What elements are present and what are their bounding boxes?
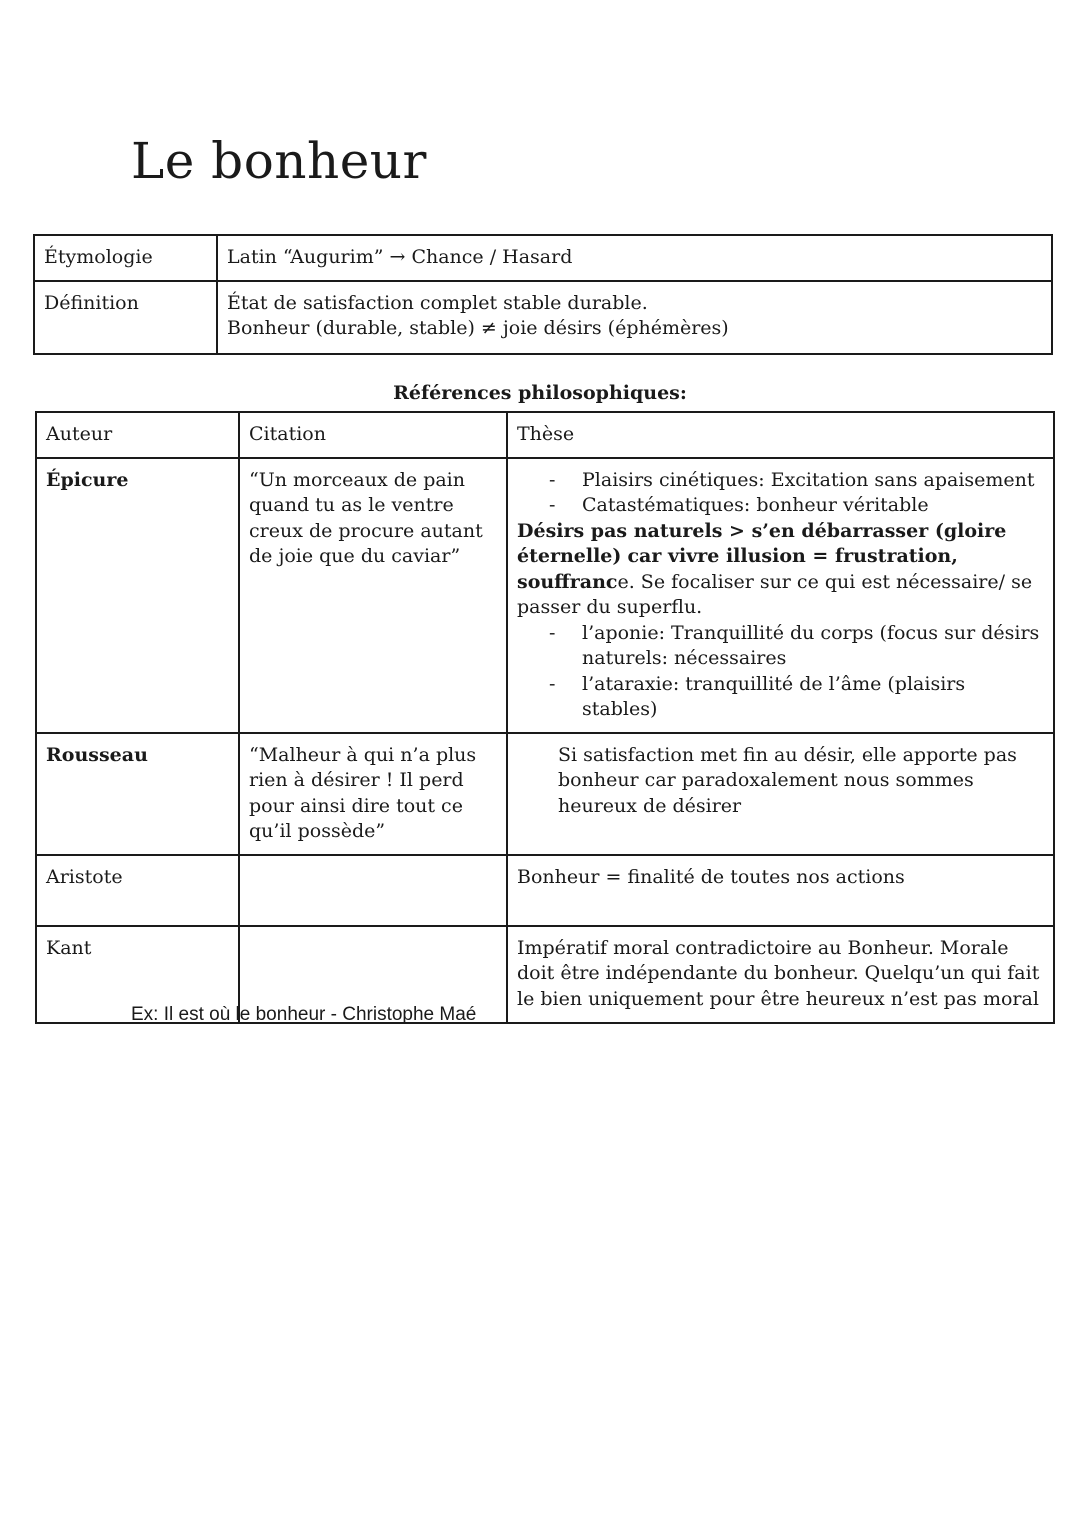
definitions-table <box>33 234 1053 355</box>
list-item: - l’ataraxie: tranquillité de l’âme (plaisirs stables) <box>549 672 1044 723</box>
these-text: e. Se focaliser sur ce qui est nécessaire/ se passer du superflu. <box>517 570 1033 618</box>
etymology-value: Latin “Augurim” → Chance / Hasard <box>217 235 1052 281</box>
author-cell: Kant <box>36 926 239 1023</box>
author-cell: Épicure <box>36 458 239 733</box>
author-cell: Rousseau <box>36 733 239 855</box>
these-cell: Bonheur = finalité de toutes nos actions <box>507 855 1054 926</box>
example-text: Ex: Il est où le bonheur - Christophe Maé <box>131 1004 477 1025</box>
these-bold-text: Désirs pas naturels > s’en débarrasser (gloire éternelle) <box>517 519 1007 567</box>
these-list <box>517 621 1044 723</box>
quote-cell <box>239 855 507 926</box>
definition-label: Définition <box>34 281 217 354</box>
header-these: Thèse <box>507 412 1054 458</box>
definition-line: État de satisfaction complet stable durable. <box>227 291 648 314</box>
definition-line: Bonheur (durable, stable) ≠ joie désirs (éphémères) <box>227 317 729 339</box>
table-row <box>34 235 1052 281</box>
these-cell: Impératif moral contradictoire au Bonheur. Morale doit être indépendante du bonheur. Quelqu’un qui fait le bien uniquement pour être heureux n’est pas moral <box>507 926 1054 1023</box>
these-cell <box>507 458 1054 733</box>
author-cell: Aristote <box>36 855 239 926</box>
table-row <box>34 281 1052 354</box>
references-heading: Références philosophiques: <box>393 382 687 404</box>
header-quote: Citation <box>239 412 507 458</box>
these-text: Si satisfaction met fin au désir, elle apporte pas bonheur car paradoxalement nous sommes heureux de désirer <box>558 743 1017 817</box>
list-item: - l’aponie: Tranquillité du corps (focus sur désirs naturels: nécessaires <box>549 621 1044 672</box>
definition-value <box>217 281 1052 354</box>
etymology-label: Étymologie <box>34 235 217 281</box>
these-bold-text: car vivre illusion = frustration, souffranc <box>517 545 958 593</box>
table-row <box>36 733 1054 855</box>
list-item: - Plaisirs cinétiques: Excitation sans apaisement <box>549 468 1044 494</box>
quote-cell: “Malheur à qui n’a plus rien à désirer ! Il perd pour ainsi dire tout ce qu’il possède” <box>239 733 507 855</box>
quote-cell: “Un morceaux de pain quand tu as le ventre creux de procure autant de joie que du caviar” <box>239 458 507 733</box>
table-row <box>36 855 1054 926</box>
page-title: Le bonheur <box>131 132 427 190</box>
philosophers-table <box>35 411 1055 1024</box>
these-list <box>517 468 1044 519</box>
list-item: - Catastématiques: bonheur véritable <box>549 493 1044 519</box>
table-row <box>36 458 1054 733</box>
these-cell <box>507 733 1054 855</box>
header-author: Auteur <box>36 412 239 458</box>
table-header-row <box>36 412 1054 458</box>
